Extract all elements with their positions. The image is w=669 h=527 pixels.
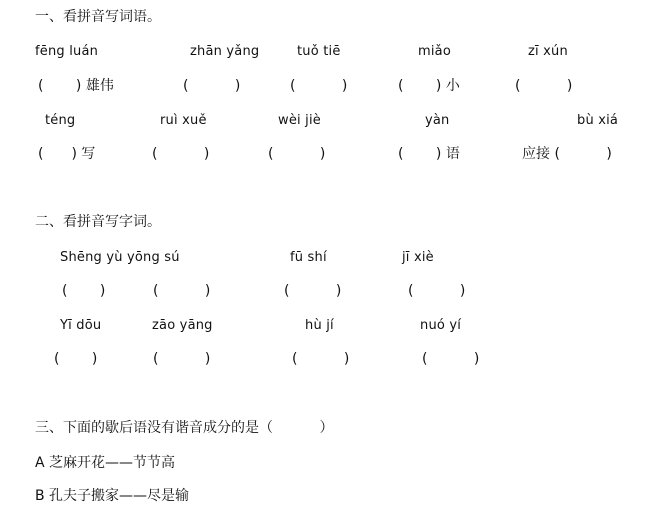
option-b[interactable]: B 孔夫子搬家——尽是输	[35, 488, 190, 504]
pinyin-zao-yang: zāo yāng	[152, 318, 213, 333]
pinyin-yan: yàn	[425, 113, 450, 128]
answer-blank-yingjie[interactable]: 应接 ( )	[522, 146, 612, 162]
answer-blank[interactable]: ( )	[62, 283, 106, 299]
pinyin-feng-luan: fēng luán	[35, 44, 99, 59]
answer-blank-xie[interactable]: ( ) 写	[38, 146, 96, 162]
section3-title: 三、下面的歇后语没有谐音成分的是（ ）	[35, 420, 334, 436]
section1-title: 一、看拼音写词语。	[35, 9, 161, 25]
option-a[interactable]: A 芝麻开花——节节高	[35, 455, 176, 471]
answer-blank[interactable]: ( )	[153, 351, 211, 367]
answer-blank[interactable]: ( )	[54, 351, 98, 367]
answer-blank[interactable]: ( )	[515, 78, 573, 94]
pinyin-wei-jie: wèi jiè	[278, 113, 321, 128]
section2-title: 二、看拼音写字词。	[35, 214, 161, 230]
pinyin-yi-dou: Yī dōu	[60, 318, 102, 333]
pinyin-hu-ji: hù jí	[305, 318, 334, 333]
pinyin-zhan-yang: zhān yǎng	[190, 44, 260, 59]
answer-blank[interactable]: ( )	[268, 146, 326, 162]
answer-blank[interactable]: ( )	[290, 78, 348, 94]
pinyin-tuo-tie: tuǒ tiē	[297, 44, 341, 59]
pinyin-nuo-yi: nuó yí	[420, 318, 462, 333]
answer-blank[interactable]: ( )	[183, 78, 241, 94]
pinyin-fu-shi: fū shí	[290, 250, 327, 265]
answer-blank[interactable]: ( )	[422, 351, 480, 367]
answer-blank[interactable]: ( )	[152, 146, 210, 162]
answer-blank[interactable]: ( )	[284, 283, 342, 299]
pinyin-bu-xia: bù xiá	[577, 113, 619, 128]
answer-blank[interactable]: ( )	[408, 283, 466, 299]
answer-blank[interactable]: ( )	[292, 351, 350, 367]
pinyin-sheng-yu-yong-su: Shēng yù yōng sú	[60, 250, 180, 265]
pinyin-miao: miǎo	[418, 44, 451, 59]
pinyin-zi-xun: zī xún	[528, 44, 568, 59]
answer-blank-xiao[interactable]: ( ) 小	[398, 78, 460, 94]
pinyin-rui-xue: ruì xuě	[160, 113, 207, 128]
pinyin-ji-xie: jī xiè	[402, 250, 434, 265]
answer-blank-yu[interactable]: ( ) 语	[398, 146, 460, 162]
answer-blank[interactable]: ( )	[153, 283, 211, 299]
pinyin-teng: téng	[45, 113, 76, 128]
answer-blank-xiongwei[interactable]: ( ) 雄伟	[38, 78, 114, 94]
